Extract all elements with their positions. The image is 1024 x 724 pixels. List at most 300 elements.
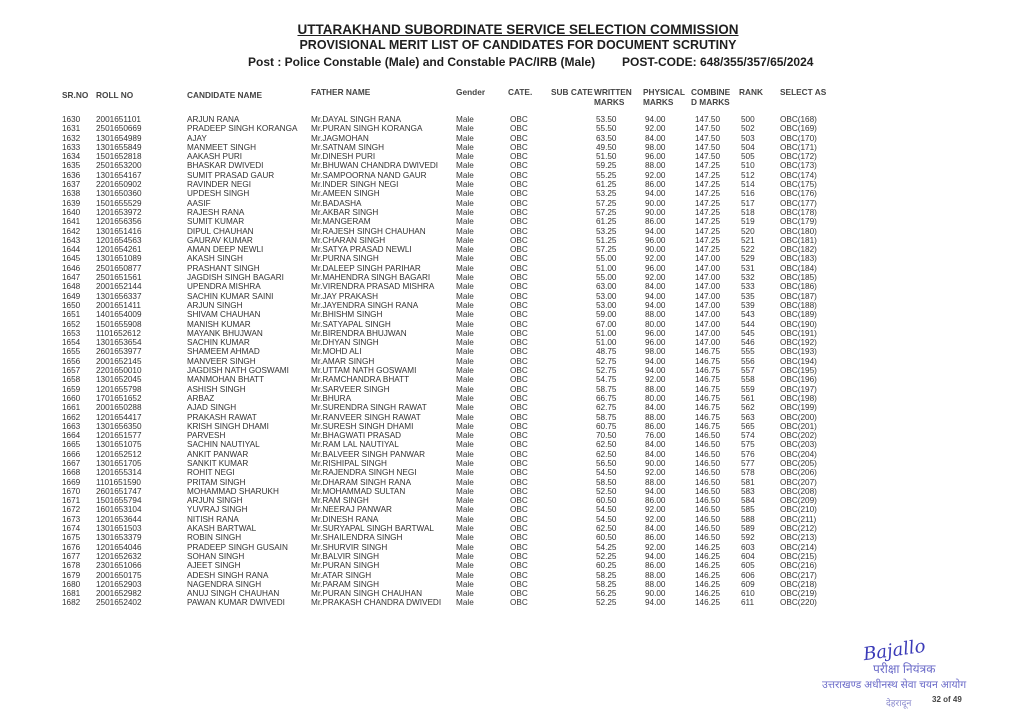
cell-category: OBC (510, 217, 528, 227)
table-row (0, 329, 1024, 338)
cell-category: OBC (510, 598, 528, 608)
cell-sr-no: 1663 (62, 421, 81, 431)
cell-category: OBC (510, 198, 528, 208)
cell-category: OBC (510, 421, 528, 431)
cell-roll-no: 1301654167 (96, 170, 142, 180)
cell-candidate-name: MANMOHAN BHATT (187, 375, 265, 385)
cell-physical-marks: 96.00 (645, 235, 666, 245)
cell-rank: 502 (741, 124, 755, 134)
cell-roll-no: 1301651705 (96, 458, 142, 468)
table-row (0, 422, 1024, 431)
cell-rank: 535 (741, 291, 755, 301)
table-row (0, 227, 1024, 236)
cell-roll-no: 1301651075 (96, 440, 142, 450)
cell-sr-no: 1667 (62, 458, 81, 468)
cell-roll-no: 1501655529 (96, 198, 142, 208)
cell-sr-no: 1669 (62, 477, 81, 487)
cell-candidate-name: GAURAV KUMAR (187, 235, 253, 245)
cell-rank: 512 (741, 170, 755, 180)
cell-category: OBC (510, 514, 528, 524)
cell-candidate-name: SHIVAM CHAUHAN (187, 310, 261, 320)
cell-written-marks: 53.00 (596, 300, 617, 310)
cell-written-marks: 67.00 (596, 319, 617, 329)
cell-father-name: Mr.RISHIPAL SINGH (311, 458, 387, 468)
table-row (0, 580, 1024, 589)
cell-sr-no: 1678 (62, 561, 81, 571)
cell-father-name: Mr.JAY PRAKASH (311, 291, 379, 301)
cell-gender: Male (456, 300, 474, 310)
cell-father-name: Mr.PURAN SINGH CHAUHAN (311, 589, 422, 599)
cell-physical-marks: 92.00 (645, 170, 666, 180)
table-row (0, 357, 1024, 366)
table-row (0, 282, 1024, 291)
cell-father-name: Mr.RAM LAL NAUTIYAL (311, 440, 399, 450)
cell-candidate-name: ANKIT PANWAR (187, 449, 249, 459)
cell-sr-no: 1646 (62, 263, 81, 273)
commission-name: UTTARAKHAND SUBORDINATE SERVICE SELECTION COMMISSION (297, 22, 739, 37)
cell-candidate-name: ARJUN SINGH (187, 496, 243, 506)
cell-gender: Male (456, 282, 474, 292)
cell-combined-marks: 147.25 (695, 235, 721, 245)
cell-sr-no: 1639 (62, 198, 81, 208)
cell-rank: 500 (741, 115, 755, 124)
cell-roll-no: 1301653379 (96, 533, 142, 543)
cell-rank: 583 (741, 486, 755, 496)
table-row (0, 264, 1024, 273)
table-row (0, 487, 1024, 496)
cell-candidate-name: YUVRAJ SINGH (187, 505, 248, 515)
cell-combined-marks: 146.75 (695, 356, 721, 366)
cell-candidate-name: AJAD SINGH (187, 403, 237, 413)
cell-candidate-name: ASHISH SINGH (187, 384, 246, 394)
cell-gender: Male (456, 477, 474, 487)
cell-category: OBC (510, 570, 528, 580)
cell-father-name: Mr.SHAILENDRA SINGH (311, 533, 403, 543)
cell-combined-marks: 146.50 (695, 533, 721, 543)
cell-combined-marks: 147.00 (695, 328, 721, 338)
cell-father-name: Mr.BIRENDRA BHUJWAN (311, 328, 407, 338)
cell-select-as: OBC(198) (780, 393, 817, 403)
col-rank: RANK (739, 87, 763, 97)
cell-select-as: OBC(181) (780, 235, 817, 245)
cell-select-as: OBC(184) (780, 263, 817, 273)
cell-category: OBC (510, 561, 528, 571)
cell-category: OBC (510, 440, 528, 450)
cell-written-marks: 54.25 (596, 542, 617, 552)
table-row (0, 552, 1024, 561)
cell-sr-no: 1652 (62, 319, 81, 329)
cell-select-as: OBC(209) (780, 496, 817, 506)
cell-candidate-name: ARJUN SINGH (187, 300, 243, 310)
cell-category: OBC (510, 273, 528, 283)
cell-gender: Male (456, 226, 474, 236)
cell-roll-no: 2001652145 (96, 356, 142, 366)
cell-roll-no: 2501650877 (96, 263, 142, 273)
cell-gender: Male (456, 235, 474, 245)
signatory-office: उत्तराखण्ड अधीनस्थ सेवा चयन आयोग (822, 679, 967, 691)
cell-father-name: Mr.SAMPOORNA NAND GAUR (311, 170, 427, 180)
cell-written-marks: 52.75 (596, 366, 617, 376)
cell-sr-no: 1651 (62, 310, 81, 320)
cell-father-name: Mr.PURNA SINGH (311, 254, 379, 264)
cell-select-as: OBC(201) (780, 421, 817, 431)
cell-gender: Male (456, 161, 474, 171)
cell-sr-no: 1630 (62, 115, 81, 124)
cell-rank: 606 (741, 570, 755, 580)
cell-rank: 611 (741, 598, 755, 608)
cell-candidate-name: MANVEER SINGH (187, 356, 256, 366)
signature-scrawl: Bajallo (861, 635, 927, 666)
cell-physical-marks: 84.00 (645, 282, 666, 292)
cell-candidate-name: SOHAN SINGH (187, 551, 245, 561)
cell-written-marks: 60.50 (596, 496, 617, 506)
cell-category: OBC (510, 551, 528, 561)
cell-candidate-name: UPENDRA MISHRA (187, 282, 261, 292)
cell-rank: 559 (741, 384, 755, 394)
cell-rank: 510 (741, 161, 755, 171)
cell-gender: Male (456, 273, 474, 283)
table-row (0, 236, 1024, 245)
cell-physical-marks: 92.00 (645, 375, 666, 385)
cell-sr-no: 1633 (62, 142, 81, 152)
cell-written-marks: 52.25 (596, 551, 617, 561)
cell-roll-no: 2301651066 (96, 561, 142, 571)
cell-category: OBC (510, 579, 528, 589)
cell-category: OBC (510, 235, 528, 245)
table-row (0, 440, 1024, 449)
cell-roll-no: 1201655798 (96, 384, 142, 394)
cell-father-name: Mr.AKBAR SINGH (311, 207, 379, 217)
cell-candidate-name: JAGDISH NATH GOSWAMI (187, 366, 289, 376)
table-row (0, 134, 1024, 143)
cell-rank: 557 (741, 366, 755, 376)
cell-select-as: OBC(193) (780, 347, 817, 357)
cell-select-as: OBC(186) (780, 282, 817, 292)
table-row (0, 478, 1024, 487)
col-sub-category: SUB CATE (551, 87, 593, 97)
cell-gender: Male (456, 124, 474, 134)
cell-select-as: OBC(190) (780, 319, 817, 329)
cell-rank: 544 (741, 319, 755, 329)
cell-physical-marks: 92.00 (645, 542, 666, 552)
cell-roll-no: 1201653972 (96, 207, 142, 217)
cell-rank: 514 (741, 180, 755, 190)
cell-gender: Male (456, 152, 474, 162)
cell-rank: 539 (741, 300, 755, 310)
cell-select-as: OBC(171) (780, 142, 817, 152)
cell-combined-marks: 147.50 (695, 115, 721, 124)
cell-category: OBC (510, 542, 528, 552)
cell-written-marks: 53.50 (596, 115, 617, 124)
cell-physical-marks: 94.00 (645, 356, 666, 366)
cell-candidate-name: ARBAZ (187, 393, 215, 403)
cell-gender: Male (456, 180, 474, 190)
cell-rank: 575 (741, 440, 755, 450)
cell-roll-no: 2601653977 (96, 347, 142, 357)
cell-sr-no: 1682 (62, 598, 81, 608)
cell-sr-no: 1643 (62, 235, 81, 245)
cell-candidate-name: AJEET SINGH (187, 561, 241, 571)
cell-roll-no: 2001651101 (96, 115, 141, 124)
cell-physical-marks: 84.00 (645, 440, 666, 450)
cell-roll-no: 2001652982 (96, 589, 142, 599)
cell-rank: 518 (741, 207, 755, 217)
col-written-marks: WRITTEN MARKS (594, 87, 632, 107)
cell-physical-marks: 88.00 (645, 412, 666, 422)
cell-written-marks: 51.00 (596, 338, 617, 348)
cell-select-as: OBC(168) (780, 115, 817, 124)
cell-father-name: Mr.RAMCHANDRA BHATT (311, 375, 410, 385)
cell-written-marks: 58.75 (596, 412, 617, 422)
cell-rank: 531 (741, 263, 755, 273)
cell-physical-marks: 92.00 (645, 505, 666, 515)
cell-roll-no: 1401654009 (96, 310, 142, 320)
cell-father-name: Mr.RAJESH SINGH CHAUHAN (311, 226, 426, 236)
cell-physical-marks: 84.00 (645, 403, 666, 413)
cell-select-as: OBC(172) (780, 152, 817, 162)
cell-written-marks: 56.50 (596, 458, 617, 468)
cell-select-as: OBC(170) (780, 133, 817, 143)
cell-physical-marks: 92.00 (645, 254, 666, 264)
table-row (0, 217, 1024, 226)
cell-roll-no: 1601653104 (96, 505, 142, 515)
cell-select-as: OBC(212) (780, 524, 817, 534)
cell-sr-no: 1656 (62, 356, 81, 366)
cell-category: OBC (510, 245, 528, 255)
cell-gender: Male (456, 505, 474, 515)
cell-physical-marks: 96.00 (645, 152, 666, 162)
col-candidate-name: CANDIDATE NAME (187, 90, 262, 100)
cell-combined-marks: 146.75 (695, 403, 721, 413)
cell-father-name: Mr.RAJENDRA SINGH NEGI (311, 468, 417, 478)
cell-candidate-name: AASIF (187, 198, 211, 208)
cell-combined-marks: 146.50 (695, 449, 721, 459)
cell-written-marks: 53.25 (596, 226, 617, 236)
table-row (0, 301, 1024, 310)
cell-physical-marks: 88.00 (645, 161, 666, 171)
cell-sr-no: 1680 (62, 579, 81, 589)
cell-physical-marks: 94.00 (645, 189, 666, 199)
cell-gender: Male (456, 440, 474, 450)
table-row (0, 598, 1024, 607)
cell-candidate-name: MOHAMMAD SHARUKH (187, 486, 279, 496)
table-row (0, 515, 1024, 524)
cell-rank: 529 (741, 254, 755, 264)
cell-physical-marks: 92.00 (645, 514, 666, 524)
cell-combined-marks: 147.00 (695, 263, 721, 273)
cell-combined-marks: 147.50 (695, 133, 721, 143)
cell-gender: Male (456, 217, 474, 227)
cell-rank: 576 (741, 449, 755, 459)
cell-gender: Male (456, 366, 474, 376)
cell-category: OBC (510, 161, 528, 171)
cell-rank: 517 (741, 198, 755, 208)
cell-roll-no: 1201654563 (96, 235, 142, 245)
cell-written-marks: 60.75 (596, 421, 617, 431)
cell-sr-no: 1647 (62, 273, 81, 283)
cell-combined-marks: 147.50 (695, 152, 721, 162)
cell-rank: 556 (741, 356, 755, 366)
cell-father-name: Mr.DALEEP SINGH PARIHAR (311, 263, 421, 273)
cell-combined-marks: 147.25 (695, 170, 721, 180)
cell-select-as: OBC(200) (780, 412, 817, 422)
cell-roll-no: 2601651747 (96, 486, 142, 496)
cell-candidate-name: PARVESH (187, 431, 226, 441)
cell-written-marks: 51.00 (596, 328, 617, 338)
cell-sr-no: 1657 (62, 366, 81, 376)
cell-category: OBC (510, 533, 528, 543)
cell-category: OBC (510, 133, 528, 143)
cell-sr-no: 1636 (62, 170, 81, 180)
cell-combined-marks: 147.00 (695, 273, 721, 283)
cell-sr-no: 1658 (62, 375, 81, 385)
cell-category: OBC (510, 115, 528, 124)
cell-gender: Male (456, 598, 474, 608)
cell-gender: Male (456, 170, 474, 180)
cell-combined-marks: 147.25 (695, 198, 721, 208)
cell-father-name: Mr.BALVEER SINGH PANWAR (311, 449, 426, 459)
cell-combined-marks: 147.00 (695, 282, 721, 292)
cell-gender: Male (456, 496, 474, 506)
cell-rank: 504 (741, 142, 755, 152)
cell-combined-marks: 147.00 (695, 319, 721, 329)
table-row (0, 543, 1024, 552)
cell-written-marks: 62.50 (596, 449, 617, 459)
cell-physical-marks: 92.00 (645, 124, 666, 134)
table-row (0, 199, 1024, 208)
cell-physical-marks: 94.00 (645, 598, 666, 608)
cell-gender: Male (456, 347, 474, 357)
cell-gender: Male (456, 356, 474, 366)
cell-category: OBC (510, 496, 528, 506)
table-row (0, 459, 1024, 468)
cell-candidate-name: BHASKAR DWIVEDI (187, 161, 264, 171)
cell-father-name: Mr.DHYAN SINGH (311, 338, 379, 348)
cell-physical-marks: 92.00 (645, 468, 666, 478)
cell-gender: Male (456, 291, 474, 301)
cell-written-marks: 48.75 (596, 347, 617, 357)
cell-rank: 605 (741, 561, 755, 571)
col-father-name: FATHER NAME (311, 87, 371, 97)
cell-roll-no: 1301651503 (96, 524, 142, 534)
cell-candidate-name: ADESH SINGH RANA (187, 570, 269, 580)
cell-gender: Male (456, 449, 474, 459)
cell-category: OBC (510, 124, 528, 134)
cell-father-name: Mr.SURYAPAL SINGH BARTWAL (311, 524, 434, 534)
cell-sr-no: 1666 (62, 449, 81, 459)
cell-rank: 588 (741, 514, 755, 524)
cell-gender: Male (456, 207, 474, 217)
cell-sr-no: 1665 (62, 440, 81, 450)
cell-father-name: Mr.ATAR SINGH (311, 570, 372, 580)
cell-gender: Male (456, 375, 474, 385)
cell-combined-marks: 146.75 (695, 393, 721, 403)
cell-physical-marks: 90.00 (645, 245, 666, 255)
cell-written-marks: 55.25 (596, 170, 617, 180)
cell-candidate-name: MAYANK BHUJWAN (187, 328, 263, 338)
cell-combined-marks: 147.25 (695, 226, 721, 236)
cell-roll-no: 1301651416 (96, 226, 142, 236)
cell-sr-no: 1638 (62, 189, 81, 199)
cell-rank: 516 (741, 189, 755, 199)
cell-combined-marks: 146.50 (695, 468, 721, 478)
post-code: POST-CODE: 648/355/357/65/2024 (622, 55, 814, 69)
cell-written-marks: 60.25 (596, 561, 617, 571)
cell-select-as: OBC(173) (780, 161, 817, 171)
cell-physical-marks: 84.00 (645, 449, 666, 459)
cell-father-name: Mr.JAYENDRA SINGH RANA (311, 300, 419, 310)
cell-select-as: OBC(207) (780, 477, 817, 487)
cell-sr-no: 1670 (62, 486, 81, 496)
cell-select-as: OBC(217) (780, 570, 817, 580)
cell-combined-marks: 146.50 (695, 505, 721, 515)
cell-gender: Male (456, 468, 474, 478)
cell-combined-marks: 147.00 (695, 300, 721, 310)
cell-candidate-name: MANMEET SINGH (187, 142, 256, 152)
cell-father-name: Mr.UTTAM NATH GOSWAMI (311, 366, 417, 376)
cell-candidate-name: PRAKASH RAWAT (187, 412, 257, 422)
cell-gender: Male (456, 403, 474, 413)
cell-roll-no: 2201650902 (96, 180, 142, 190)
cell-roll-no: 1301656337 (96, 291, 142, 301)
cell-father-name: Mr.JAGMOHAN (311, 133, 369, 143)
cell-candidate-name: SANKIT KUMAR (187, 458, 249, 468)
cell-gender: Male (456, 198, 474, 208)
table-row (0, 115, 1024, 124)
cell-combined-marks: 147.00 (695, 254, 721, 264)
table-row (0, 320, 1024, 329)
cell-gender: Male (456, 328, 474, 338)
cell-father-name: Mr.MANGERAM (311, 217, 371, 227)
cell-father-name: Mr.RAM SINGH (311, 496, 369, 506)
cell-candidate-name: AJAY (187, 133, 207, 143)
cell-written-marks: 58.25 (596, 579, 617, 589)
cell-gender: Male (456, 533, 474, 543)
cell-rank: 555 (741, 347, 755, 357)
cell-combined-marks: 147.25 (695, 189, 721, 199)
cell-physical-marks: 88.00 (645, 384, 666, 394)
cell-candidate-name: AKASH SINGH (187, 254, 243, 264)
cell-father-name: Mr.SATYAPAL SINGH (311, 319, 391, 329)
cell-sr-no: 1644 (62, 245, 81, 255)
signatory-city: देहरादून (886, 698, 912, 708)
cell-select-as: OBC(192) (780, 338, 817, 348)
cell-candidate-name: SACHIN KUMAR (187, 338, 250, 348)
cell-roll-no: 1301654989 (96, 133, 142, 143)
cell-rank: 581 (741, 477, 755, 487)
cell-rank: 545 (741, 328, 755, 338)
cell-sr-no: 1641 (62, 217, 81, 227)
cell-rank: 519 (741, 217, 755, 227)
cell-physical-marks: 94.00 (645, 486, 666, 496)
cell-category: OBC (510, 524, 528, 534)
signatory-designation: परीक्षा नियंत्रक (873, 662, 936, 676)
cell-select-as: OBC(187) (780, 291, 817, 301)
cell-written-marks: 57.25 (596, 245, 617, 255)
cell-roll-no: 1701651652 (96, 393, 142, 403)
cell-sr-no: 1634 (62, 152, 81, 162)
cell-combined-marks: 146.50 (695, 486, 721, 496)
table-row (0, 571, 1024, 580)
cell-combined-marks: 146.25 (695, 542, 721, 552)
cell-select-as: OBC(215) (780, 551, 817, 561)
table-row (0, 413, 1024, 422)
cell-physical-marks: 76.00 (645, 431, 666, 441)
page-indicator: 32 of 49 (932, 695, 962, 704)
cell-written-marks: 52.75 (596, 356, 617, 366)
cell-combined-marks: 146.75 (695, 412, 721, 422)
cell-gender: Male (456, 421, 474, 431)
